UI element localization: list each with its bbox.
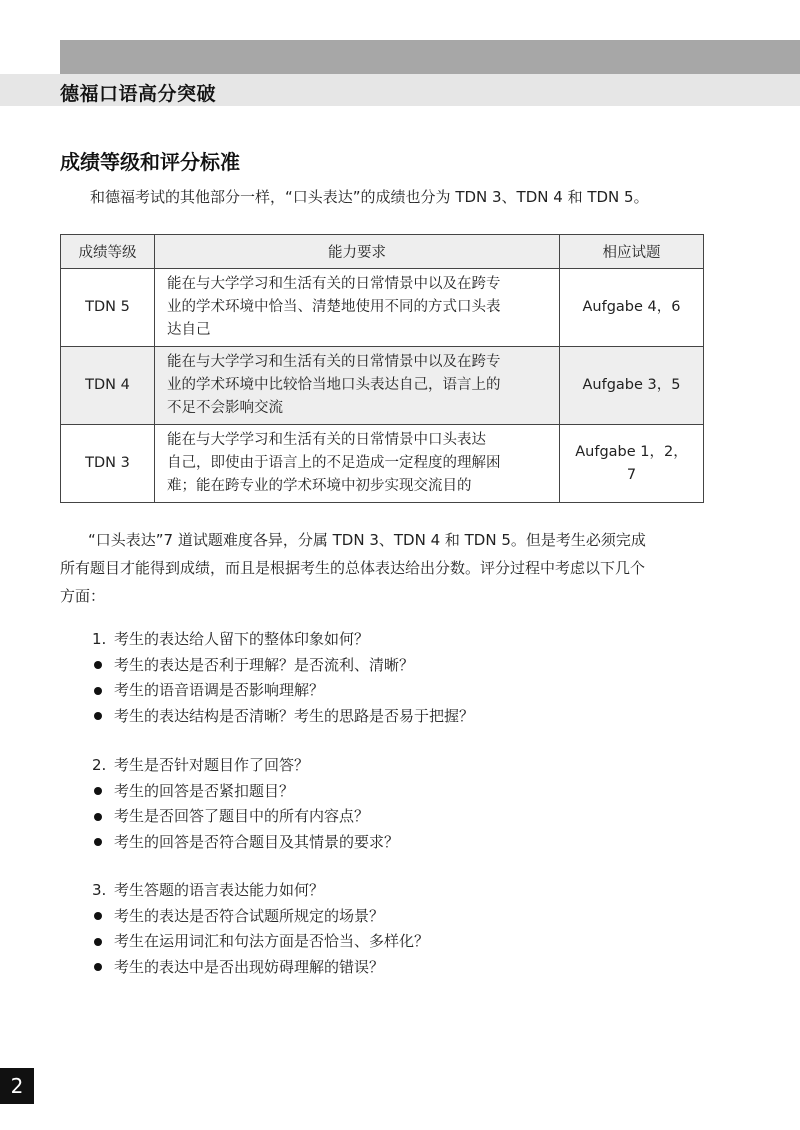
intro-text: 和德福考试的其他部分一样，“口头表达”的成绩也分为 TDN 3、TDN 4 和 TDN 5。 [90,188,649,206]
bullet-icon [94,787,102,795]
page-number: 2 [0,1068,34,1104]
ability-line: 不足不会影响交流 [167,400,283,416]
bullet-text: 考生是否回答了题目中的所有内容点？ [114,807,370,825]
criterion-question-text: 考生答题的语言表达能力如何？ [114,881,325,899]
criterion-group [92,878,712,980]
paragraph-line: 方面： [60,587,106,605]
criterion-question [92,878,712,904]
header-tasks: 相应试题 [560,235,704,269]
ability-cell [155,425,560,503]
ability-line: 能在与大学学习和生活有关的日常情景中口头表达 [167,432,486,448]
criterion-bullet [92,929,712,955]
ability-cell [155,347,560,425]
tasks-cell: Aufgabe 1，2，7 [560,425,704,503]
criterion-group [92,627,712,729]
bullet-icon [94,938,102,946]
criterion-number: 1. [92,630,107,648]
criterion-bullet [92,804,712,830]
bullet-text: 考生的回答是否紧扣题目？ [114,781,295,800]
table-row [61,347,704,425]
bullet-icon [94,813,102,821]
bullet-icon [94,838,102,846]
bullet-text: 考生的表达是否利于理解？是否流利、清晰？ [114,655,415,674]
grade-cell: TDN 4 [61,347,155,425]
criterion-question [92,753,712,779]
tasks-cell: Aufgabe 3，5 [560,347,704,425]
bullet-icon [94,687,102,695]
criterion-number: 3. [92,881,107,899]
ability-line: 达自己 [167,322,211,338]
criterion-bullet [92,653,712,679]
criterion-bullet [92,704,712,730]
grade-table [60,234,704,503]
ability-line: 能在与大学学习和生活有关的日常情景中以及在跨专 [167,354,501,370]
bullet-icon [94,963,102,971]
criterion-bullet [92,830,712,856]
table-header-row [61,235,704,269]
bullet-text: 考生的表达结构是否清晰？考生的思路是否易于把握？ [114,706,475,725]
criterion-bullet [92,779,712,805]
ability-line: 自己，即使由于语言上的不足造成一定程度的理解困 [167,455,501,471]
criterion-bullet [92,678,712,704]
bullet-text: 考生的表达中是否出现妨碍理解的错误？ [114,957,385,976]
ability-line: 难；能在跨专业的学术环境中初步实现交流目的 [167,478,472,494]
grade-cell: TDN 5 [61,269,155,347]
header-top-bar [60,40,800,74]
criterion-bullet [92,904,712,930]
bullet-text: 考生的语音语调是否影响理解？ [114,681,325,699]
table-row [61,269,704,347]
ability-line: 能在与大学学习和生活有关的日常情景中以及在跨专 [167,276,501,292]
header-grade: 成绩等级 [61,235,155,269]
bullet-icon [94,912,102,920]
table-row [61,425,704,503]
ability-line: 业的学术环境中比较恰当地口头表达自己，语言上的 [167,377,501,393]
header-ability: 能力要求 [155,235,560,269]
criterion-question-text: 考生是否针对题目作了回答？ [114,756,310,774]
bullet-icon [94,661,102,669]
criterion-question [92,627,712,653]
book-title: 德福口语高分突破 [60,83,217,105]
bullet-text: 考生的回答是否符合题目及其情景的要求？ [114,832,400,851]
bullet-text: 考生的表达是否符合试题所规定的场景？ [114,906,385,925]
section-title: 成绩等级和评分标准 [60,150,240,174]
criterion-number: 2. [92,756,107,774]
ability-line: 业的学术环境中恰当、清楚地使用不同的方式口头表 [167,299,501,315]
bullet-icon [94,712,102,720]
criterion-question-text: 考生的表达给人留下的整体印象如何？ [114,630,370,648]
bullet-text: 考生在运用词汇和句法方面是否恰当、多样化？ [114,932,430,950]
grade-cell: TDN 3 [61,425,155,503]
scoring-paragraph [60,526,705,610]
criterion-group [92,753,712,855]
criterion-bullet [92,955,712,981]
ability-cell [155,269,560,347]
tasks-cell: Aufgabe 4，6 [560,269,704,347]
paragraph-line: “口头表达”7 道试题难度各异，分属 TDN 3、TDN 4 和 TDN 5。但是考生必须完成 [88,531,646,549]
paragraph-line: 所有题目才能得到成绩，而且是根据考生的总体表达给出分数。评分过程中考虑以下几个 [60,559,646,577]
